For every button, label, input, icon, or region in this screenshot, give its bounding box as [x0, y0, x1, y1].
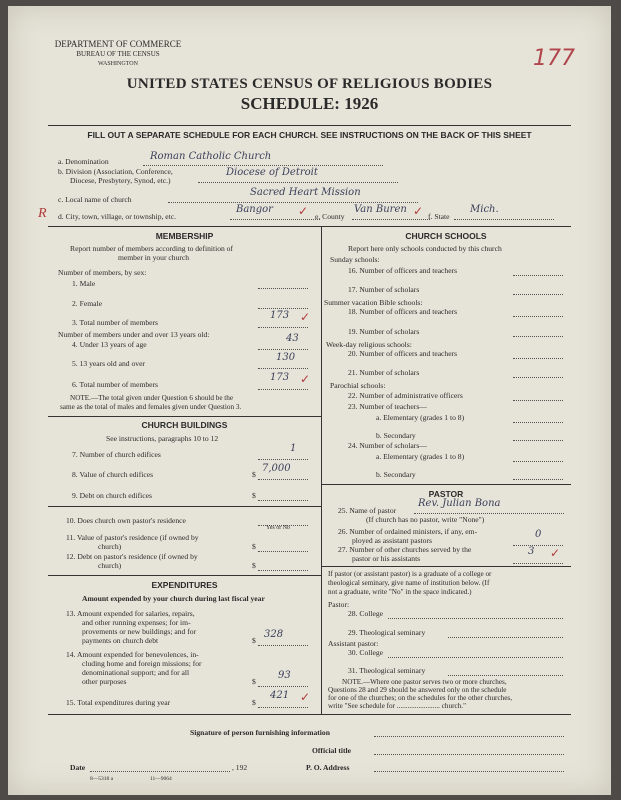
top-rule	[48, 226, 571, 227]
q27-label-2: pastor or his assistants	[352, 554, 421, 563]
pastor-note-3: for one of the churches; on the schedules for the other churches,	[328, 694, 513, 702]
denomination-value: Roman Catholic Church	[150, 151, 272, 162]
pastor-note-4: write "See schedule for ........................ church."	[328, 702, 467, 710]
state-field[interactable]	[454, 209, 554, 220]
schedule-sheet	[8, 6, 611, 795]
q15-value: 421	[270, 690, 290, 701]
q5-value: 130	[276, 352, 296, 363]
q28-field[interactable]	[388, 608, 563, 619]
membership-note-2: same as the total of males and females given under Question 3.	[60, 403, 242, 411]
q10-label: 10. Does church own pastor's residence	[66, 516, 186, 525]
instruction-line: FILL OUT A SEPARATE SCHEDULE FOR EACH CHURCH. SEE INSTRUCTIONS ON THE BACK OF THIS SHEET	[87, 130, 532, 140]
q16-label: 16. Number of officers and teachers	[348, 266, 458, 275]
q3-value: 173	[270, 310, 290, 321]
q1-label: 1. Male	[72, 279, 96, 288]
q26-value: 0	[535, 529, 542, 540]
page-number: 177	[533, 46, 575, 71]
membership-sub-2: member in your church	[118, 253, 190, 262]
q31-label: 31. Theological seminary	[348, 666, 426, 675]
q24b-field[interactable]	[513, 469, 563, 480]
q23-label: 23. Number of teachers—	[348, 402, 427, 411]
q2-field[interactable]	[258, 298, 308, 309]
q21-label: 21. Number of scholars	[348, 368, 420, 377]
q25-note: (If church has no pastor, write "None")	[366, 515, 485, 524]
parochial-label: Parochial schools:	[330, 381, 386, 390]
q23b-label: b. Secondary	[376, 431, 416, 440]
q17-field[interactable]	[513, 284, 563, 295]
pastor-note-1: NOTE.—Where one pastor serves two or more churches,	[342, 678, 507, 686]
signature-label: Signature of person furnishing information	[190, 728, 330, 737]
q11-label-2: church)	[98, 542, 122, 551]
q8-dollar: $	[252, 470, 256, 479]
q30-field[interactable]	[388, 647, 563, 658]
county-label: e. County	[315, 212, 345, 221]
city-label: d. City, town, village, or township, etc.	[58, 212, 177, 221]
pastor-note-2: Questions 28 and 29 should be answered only on the schedule	[328, 686, 507, 694]
q4-label: 4. Under 13 years of age	[72, 340, 147, 349]
q24a-label: a. Elementary (grades 1 to 8)	[376, 452, 465, 461]
q6-check-icon: ✓	[300, 372, 311, 386]
membership-heading: MEMBERSHIP	[155, 231, 214, 241]
grad-note-1: If pastor (or assistant pastor) is a graduate of a college or	[328, 570, 492, 578]
q27-label-1: 27. Number of other churches served by the	[338, 545, 472, 554]
yes-no-hint: Yes or No	[266, 525, 291, 531]
buildings-heading: CHURCH BUILDINGS	[141, 420, 228, 430]
expenditures-sub: Amount expended by your church during last fiscal year	[82, 594, 265, 603]
q13-label-4: payments on church debt	[82, 636, 159, 645]
q24-label: 24. Number of scholars—	[348, 441, 427, 450]
q6-label: 6. Total number of members	[72, 380, 159, 389]
buildings-bottom-rule	[48, 575, 321, 576]
q14-value: 93	[278, 670, 291, 681]
age-label: Number of members under and over 13 years old:	[58, 330, 210, 339]
q21-field[interactable]	[513, 367, 563, 378]
q13-dollar: $	[252, 636, 256, 645]
q8-value: 7,000	[262, 463, 291, 474]
date-year: , 192	[232, 763, 248, 772]
q9-label: 9. Debt on church edifices	[72, 491, 152, 500]
q7-field[interactable]	[258, 449, 308, 460]
denomination-label: a. Denomination	[58, 157, 109, 166]
q27-check-icon: ✓	[550, 546, 561, 560]
membership-sub-1: Report number of members according to definition of	[70, 244, 234, 253]
form-code-1: 8—5318 a	[90, 776, 114, 782]
q15-check-icon: ✓	[300, 690, 311, 704]
grad-note-3: not a graduate, write "No" in the space indicated.)	[328, 588, 472, 596]
q14-dollar: $	[252, 677, 256, 686]
department-header	[48, 39, 188, 69]
county-check-icon: ✓	[413, 204, 424, 218]
q12-dollar: $	[252, 561, 256, 570]
pastor-sub-label: Pastor:	[328, 600, 350, 609]
q17-label: 17. Number of scholars	[348, 285, 420, 294]
q14-label-4: other purposes	[82, 677, 127, 686]
division-value: Diocese of Detroit	[226, 167, 318, 178]
q13-value: 328	[264, 629, 284, 640]
city-name: WASHINGTON	[98, 61, 138, 67]
local-name-label: c. Local name of church	[58, 195, 132, 204]
q13-label-2: and other running expenses; for im-	[82, 618, 191, 627]
summer-label: Summer vacation Bible schools:	[324, 298, 423, 307]
membership-note-1: NOTE.—The total given under Question 6 should be the	[70, 394, 234, 402]
q8-label: 8. Value of church edifices	[72, 470, 154, 479]
signature-field[interactable]	[374, 726, 564, 737]
buildings-sub: See instructions, paragraphs 10 to 12	[106, 434, 219, 443]
assistant-sub-label: Assistant pastor:	[328, 639, 379, 648]
q5-label: 5. 13 years old and over	[72, 359, 145, 368]
q4-field[interactable]	[258, 339, 308, 350]
q11-label-1: 11. Value of pastor's residence (if owned by	[66, 533, 199, 542]
membership-bottom-rule	[48, 416, 321, 417]
q13-label-1: 13. Amount expended for salaries, repairs,	[66, 609, 195, 618]
po-address-field[interactable]	[374, 761, 564, 772]
center-divider	[321, 226, 322, 714]
q30-label: 30. College	[348, 648, 384, 657]
q29-field[interactable]	[448, 627, 563, 638]
q12-label-2: church)	[98, 561, 122, 570]
division-label-2: Diocese, Presbytery, Synod, etc.)	[70, 176, 171, 185]
by-sex-label: Number of members, by sex:	[58, 268, 147, 277]
po-address-label: P. O. Address	[306, 763, 350, 772]
q22-label: 22. Number of administrative officers	[348, 391, 463, 400]
weekday-label: Week-day religious schools:	[326, 340, 412, 349]
q14-label-2: cluding home and foreign missions; for	[82, 659, 202, 668]
header-rule	[48, 125, 571, 126]
q2-label: 2. Female	[72, 299, 102, 308]
q18-field[interactable]	[513, 306, 563, 317]
q24a-field[interactable]	[513, 451, 563, 462]
q23a-field[interactable]	[513, 412, 563, 423]
schools-sub: Report here only schools conducted by this church	[348, 244, 502, 253]
q19-field[interactable]	[513, 326, 563, 337]
q4-value: 43	[286, 333, 299, 344]
q24b-label: b. Secondary	[376, 470, 416, 479]
q12-label-1: 12. Debt on pastor's residence (if owned by	[66, 552, 198, 561]
q18-label: 18. Number of officers and teachers	[348, 307, 458, 316]
sunday-label: Sunday schools:	[330, 255, 380, 264]
expenditures-heading: EXPENDITURES	[151, 580, 218, 590]
q13-label-3: provements or new buildings; and for	[82, 627, 197, 636]
q12-field[interactable]	[258, 560, 308, 571]
official-title-label: Official title	[312, 746, 352, 755]
q31-field[interactable]	[448, 665, 563, 676]
q16-field[interactable]	[513, 265, 563, 276]
q27-value: 3	[528, 546, 535, 557]
q3-label: 3. Total number of members	[72, 318, 159, 327]
date-label: Date	[70, 763, 86, 772]
q9-dollar: $	[252, 491, 256, 500]
q25-value: Rev. Julian Bona	[418, 498, 501, 509]
q23a-label: a. Elementary (grades 1 to 8)	[376, 413, 465, 422]
q11-field[interactable]	[258, 541, 308, 552]
dept-name: DEPARTMENT OF COMMERCE	[54, 39, 182, 49]
date-field[interactable]	[90, 761, 230, 772]
local-name-value: Sacred Heart Mission	[250, 187, 361, 198]
q3-check-icon: ✓	[300, 310, 311, 324]
q7-label: 7. Number of church edifices	[72, 450, 161, 459]
state-label: f. State	[428, 212, 450, 221]
q14-label-1: 14. Amount expended for benevolences, in-	[66, 650, 199, 659]
schools-bottom-rule	[321, 484, 571, 485]
schools-heading: CHURCH SCHOOLS	[405, 231, 487, 241]
q20-field[interactable]	[513, 348, 563, 359]
q22-field[interactable]	[513, 390, 563, 401]
q14-label-3: denominational support; and for all	[82, 668, 190, 677]
city-value: Bangor	[236, 204, 273, 215]
division-label: b. Division (Association, Conference,	[58, 167, 173, 176]
form-title: UNITED STATES CENSUS OF RELIGIOUS BODIES	[126, 76, 493, 92]
q7-value: 1	[290, 443, 297, 454]
bureau-name: BUREAU OF THE CENSUS	[76, 50, 160, 58]
q15-dollar: $	[252, 698, 256, 707]
city-check-icon: ✓	[298, 204, 309, 218]
pastor-mid-rule	[321, 566, 571, 567]
q20-label: 20. Number of officers and teachers	[348, 349, 458, 358]
q25-label: 25. Name of pastor	[338, 506, 397, 515]
q11-dollar: $	[252, 542, 256, 551]
schedule-title: SCHEDULE: 1926	[240, 94, 379, 113]
q28-label: 28. College	[348, 609, 384, 618]
official-title-field[interactable]	[374, 744, 564, 755]
buildings-mid-rule	[48, 506, 321, 507]
q1-field[interactable]	[258, 278, 308, 289]
q15-label: 15. Total expenditures during year	[66, 698, 171, 707]
margin-mark: R	[38, 206, 47, 221]
q29-label: 29. Theological seminary	[348, 628, 426, 637]
q26-label-1: 26. Number of ordained ministers, if any, em-	[338, 527, 478, 536]
state-value: Mich.	[470, 204, 499, 215]
form-code-2: 11—9064	[150, 776, 172, 782]
q23b-field[interactable]	[513, 430, 563, 441]
grad-note-2: theological seminary, give name of institution below. (If	[328, 579, 490, 587]
pastor-heading: PASTOR	[428, 489, 464, 499]
q9-field[interactable]	[258, 490, 308, 501]
q6-value: 173	[270, 372, 290, 383]
q19-label: 19. Number of scholars	[348, 327, 420, 336]
county-value: Van Buren	[354, 204, 407, 215]
bottom-rule	[48, 714, 571, 715]
q26-label-2: ployed as assistant pastors	[352, 536, 432, 545]
